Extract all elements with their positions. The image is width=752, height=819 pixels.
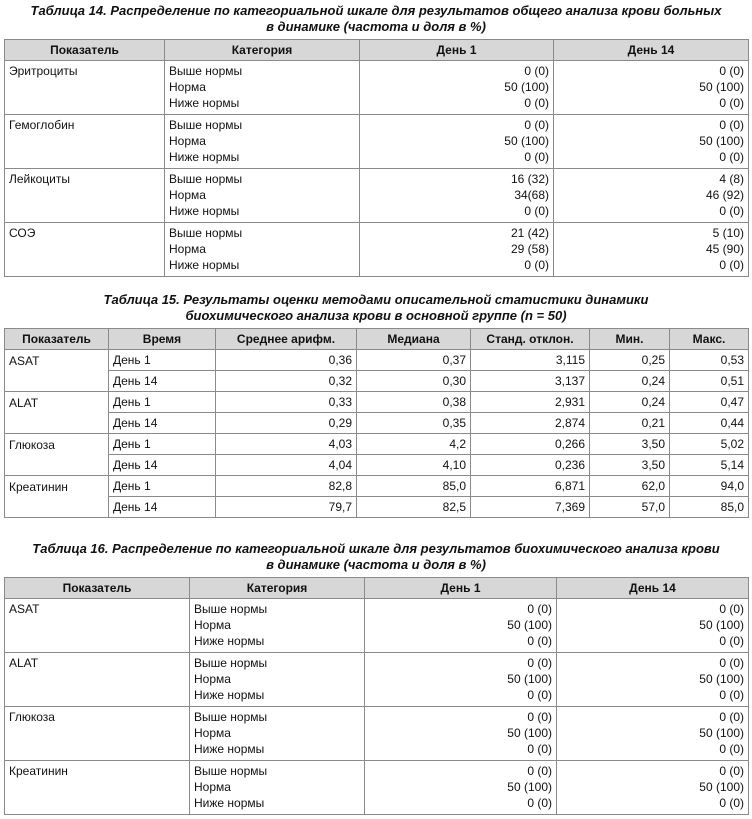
table-row	[5, 371, 749, 392]
max-cell: 0,51	[670, 371, 749, 392]
sd-cell: 3,115	[471, 350, 590, 371]
column-header: Станд. отклон.	[471, 329, 590, 350]
indicator-cell: Креатинин	[5, 761, 190, 815]
median-cell: 0,30	[357, 371, 471, 392]
max-cell: 0,53	[670, 350, 749, 371]
mean-cell: 0,33	[216, 392, 357, 413]
indicator-cell: Эритроциты	[5, 61, 165, 115]
category-label: Ниже нормы	[169, 96, 240, 110]
min-cell: 0,25	[590, 350, 670, 371]
sd-cell: 2,931	[471, 392, 590, 413]
day1-value: 0 (0)	[527, 656, 552, 670]
column-header: Показатель	[5, 329, 109, 350]
day14-value: 0 (0)	[719, 258, 744, 272]
table-row	[5, 599, 749, 653]
day1-value: 50 (100)	[507, 726, 552, 740]
day1-cell	[365, 599, 557, 653]
day14-value: 0 (0)	[719, 796, 744, 810]
table-row	[5, 653, 749, 707]
category-label: Норма	[169, 134, 206, 148]
day14-value: 50 (100)	[699, 80, 744, 94]
min-cell: 3,50	[590, 455, 670, 476]
median-cell: 4,2	[357, 434, 471, 455]
category-cell	[190, 707, 365, 761]
indicator-cell: Глюкоза	[5, 434, 109, 476]
indicator-cell: Лейкоциты	[5, 169, 165, 223]
column-header: Показатель	[5, 578, 190, 599]
table-row	[5, 497, 749, 518]
category-cell	[190, 599, 365, 653]
category-cell	[190, 761, 365, 815]
day1-cell	[360, 115, 554, 169]
day14-value: 0 (0)	[719, 64, 744, 78]
category-label: Ниже нормы	[169, 204, 240, 218]
day14-value: 0 (0)	[719, 204, 744, 218]
mean-cell: 4,04	[216, 455, 357, 476]
day14-value: 0 (0)	[719, 764, 744, 778]
day14-value: 0 (0)	[719, 602, 744, 616]
time-cell: День 14	[109, 413, 216, 434]
table-row	[5, 761, 749, 815]
header-row	[5, 329, 749, 350]
day1-value: 50 (100)	[504, 134, 549, 148]
table-14	[4, 39, 749, 277]
mean-cell: 82,8	[216, 476, 357, 497]
day14-value: 0 (0)	[719, 150, 744, 164]
category-label: Ниже нормы	[194, 634, 265, 648]
category-label: Выше нормы	[169, 64, 243, 78]
mean-cell: 0,29	[216, 413, 357, 434]
time-cell: День 14	[109, 455, 216, 476]
day1-value: 0 (0)	[524, 258, 549, 272]
sd-cell: 6,871	[471, 476, 590, 497]
column-header: Категория	[190, 578, 365, 599]
sd-cell: 3,137	[471, 371, 590, 392]
indicator-cell: Глюкоза	[5, 707, 190, 761]
day1-value: 50 (100)	[507, 618, 552, 632]
category-cell	[165, 115, 360, 169]
day1-value: 0 (0)	[527, 634, 552, 648]
mean-cell: 0,32	[216, 371, 357, 392]
mean-cell: 79,7	[216, 497, 357, 518]
table-row	[5, 413, 749, 434]
sd-cell: 0,266	[471, 434, 590, 455]
caption-line: Таблица 14. Распределение по категориальной шкале для результатов общего анализа крови больных	[30, 3, 722, 18]
day1-value: 16 (32)	[510, 172, 549, 186]
day14-value: 50 (100)	[699, 726, 744, 740]
day1-value: 21 (42)	[510, 226, 549, 240]
day1-value: 50 (100)	[504, 80, 549, 94]
category-label: Норма	[194, 780, 231, 794]
category-label: Норма	[169, 242, 206, 256]
column-header: День 1	[365, 578, 557, 599]
time-cell: День 14	[109, 371, 216, 392]
table-row	[5, 61, 749, 115]
median-cell: 82,5	[357, 497, 471, 518]
table-16-block	[4, 541, 748, 815]
day14-value: 0 (0)	[719, 656, 744, 670]
day14-value: 46 (92)	[705, 188, 744, 202]
min-cell: 0,24	[590, 371, 670, 392]
header-row	[5, 40, 749, 61]
column-header: Среднее арифм.	[216, 329, 357, 350]
day1-value: 0 (0)	[527, 710, 552, 724]
column-header: Категория	[165, 40, 360, 61]
category-label: Норма	[194, 726, 231, 740]
day1-value: 0 (0)	[527, 742, 552, 756]
day14-cell	[554, 61, 749, 115]
category-label: Норма	[194, 672, 231, 686]
mean-cell: 4,03	[216, 434, 357, 455]
day1-value: 0 (0)	[524, 118, 549, 132]
mean-cell: 0,36	[216, 350, 357, 371]
column-header: Время	[109, 329, 216, 350]
category-label: Норма	[169, 188, 206, 202]
max-cell: 0,47	[670, 392, 749, 413]
day1-value: 0 (0)	[527, 796, 552, 810]
day14-value: 50 (100)	[699, 780, 744, 794]
day1-value: 0 (0)	[527, 688, 552, 702]
day1-cell	[365, 707, 557, 761]
category-label: Выше нормы	[194, 710, 268, 724]
table-row	[5, 476, 749, 497]
indicator-cell: Гемоглобин	[5, 115, 165, 169]
day14-cell	[554, 115, 749, 169]
day1-value: 0 (0)	[524, 64, 549, 78]
indicator-cell: ASAT	[5, 350, 109, 392]
indicator-cell: ALAT	[5, 653, 190, 707]
caption-line: в динамике (частота и доля в %)	[266, 557, 486, 572]
column-header: Мин.	[590, 329, 670, 350]
table-14-block	[4, 3, 748, 277]
table-15-caption	[4, 292, 748, 324]
category-cell	[190, 653, 365, 707]
day1-value: 50 (100)	[507, 672, 552, 686]
indicator-cell: СОЭ	[5, 223, 165, 277]
day1-cell	[360, 61, 554, 115]
sd-cell: 7,369	[471, 497, 590, 518]
median-cell: 85,0	[357, 476, 471, 497]
day1-value: 29 (58)	[510, 242, 549, 256]
category-cell	[165, 61, 360, 115]
day14-cell	[557, 653, 749, 707]
indicator-cell: ALAT	[5, 392, 109, 434]
min-cell: 3,50	[590, 434, 670, 455]
table-16	[4, 577, 749, 815]
table-15-block	[4, 292, 748, 518]
min-cell: 62,0	[590, 476, 670, 497]
day14-value: 0 (0)	[719, 634, 744, 648]
table-15	[4, 328, 749, 518]
caption-line: в динамике (частота и доля в %)	[266, 19, 486, 34]
header-row	[5, 578, 749, 599]
day14-value: 50 (100)	[699, 672, 744, 686]
time-cell: День 14	[109, 497, 216, 518]
day14-value: 4 (8)	[719, 172, 744, 186]
category-label: Выше нормы	[169, 118, 243, 132]
day14-value: 0 (0)	[719, 96, 744, 110]
column-header: День 1	[360, 40, 554, 61]
day14-value: 50 (100)	[699, 618, 744, 632]
category-label: Выше нормы	[169, 226, 243, 240]
day14-value: 0 (0)	[719, 118, 744, 132]
day1-value: 0 (0)	[527, 764, 552, 778]
category-label: Норма	[194, 618, 231, 632]
column-header: Медиана	[357, 329, 471, 350]
category-label: Выше нормы	[194, 764, 268, 778]
day1-cell	[365, 761, 557, 815]
day1-value: 0 (0)	[524, 204, 549, 218]
day14-cell	[554, 169, 749, 223]
category-cell	[165, 169, 360, 223]
category-label: Ниже нормы	[169, 150, 240, 164]
day1-value: 50 (100)	[507, 780, 552, 794]
sd-cell: 2,874	[471, 413, 590, 434]
max-cell: 5,14	[670, 455, 749, 476]
day1-cell	[365, 653, 557, 707]
sd-cell: 0,236	[471, 455, 590, 476]
min-cell: 0,21	[590, 413, 670, 434]
category-label: Выше нормы	[194, 602, 268, 616]
day14-value: 0 (0)	[719, 710, 744, 724]
max-cell: 5,02	[670, 434, 749, 455]
column-header: Показатель	[5, 40, 165, 61]
caption-line: Таблица 16. Распределение по категориальной шкале для результатов биохимического анализа крови	[32, 541, 720, 556]
indicator-cell: Креатинин	[5, 476, 109, 518]
day1-cell	[360, 223, 554, 277]
time-cell: День 1	[109, 476, 216, 497]
time-cell: День 1	[109, 434, 216, 455]
day14-cell	[557, 599, 749, 653]
min-cell: 57,0	[590, 497, 670, 518]
day14-value: 5 (10)	[712, 226, 744, 240]
table-row	[5, 707, 749, 761]
category-label: Ниже нормы	[194, 688, 265, 702]
max-cell: 0,44	[670, 413, 749, 434]
day14-cell	[557, 707, 749, 761]
table-row	[5, 392, 749, 413]
day14-value: 0 (0)	[719, 688, 744, 702]
table-row	[5, 455, 749, 476]
day1-value: 0 (0)	[524, 96, 549, 110]
category-label: Выше нормы	[194, 656, 268, 670]
column-header: Макс.	[670, 329, 749, 350]
median-cell: 4,10	[357, 455, 471, 476]
day14-cell	[557, 761, 749, 815]
day1-value: 0 (0)	[527, 602, 552, 616]
day1-value: 34(68)	[514, 188, 549, 202]
median-cell: 0,37	[357, 350, 471, 371]
table-14-caption	[4, 3, 748, 35]
table-row	[5, 169, 749, 223]
category-label: Ниже нормы	[194, 742, 265, 756]
column-header: День 14	[557, 578, 749, 599]
category-label: Норма	[169, 80, 206, 94]
day14-cell	[554, 223, 749, 277]
max-cell: 85,0	[670, 497, 749, 518]
caption-line: биохимического анализа крови в основной группе (n = 50)	[185, 308, 567, 323]
time-cell: День 1	[109, 392, 216, 413]
indicator-cell: ASAT	[5, 599, 190, 653]
caption-line: Таблица 15. Результаты оценки методами описательной статистики динамики	[103, 292, 649, 307]
day1-cell	[360, 169, 554, 223]
category-cell	[165, 223, 360, 277]
day14-value: 50 (100)	[699, 134, 744, 148]
day1-value: 0 (0)	[524, 150, 549, 164]
table-row	[5, 434, 749, 455]
category-label: Выше нормы	[169, 172, 243, 186]
max-cell: 94,0	[670, 476, 749, 497]
column-header: День 14	[554, 40, 749, 61]
table-row	[5, 350, 749, 371]
time-cell: День 1	[109, 350, 216, 371]
table-row	[5, 223, 749, 277]
day14-value: 45 (90)	[705, 242, 744, 256]
category-label: Ниже нормы	[169, 258, 240, 272]
table-row	[5, 115, 749, 169]
table-16-caption	[4, 541, 748, 573]
median-cell: 0,38	[357, 392, 471, 413]
category-label: Ниже нормы	[194, 796, 265, 810]
day14-value: 0 (0)	[719, 742, 744, 756]
median-cell: 0,35	[357, 413, 471, 434]
min-cell: 0,24	[590, 392, 670, 413]
